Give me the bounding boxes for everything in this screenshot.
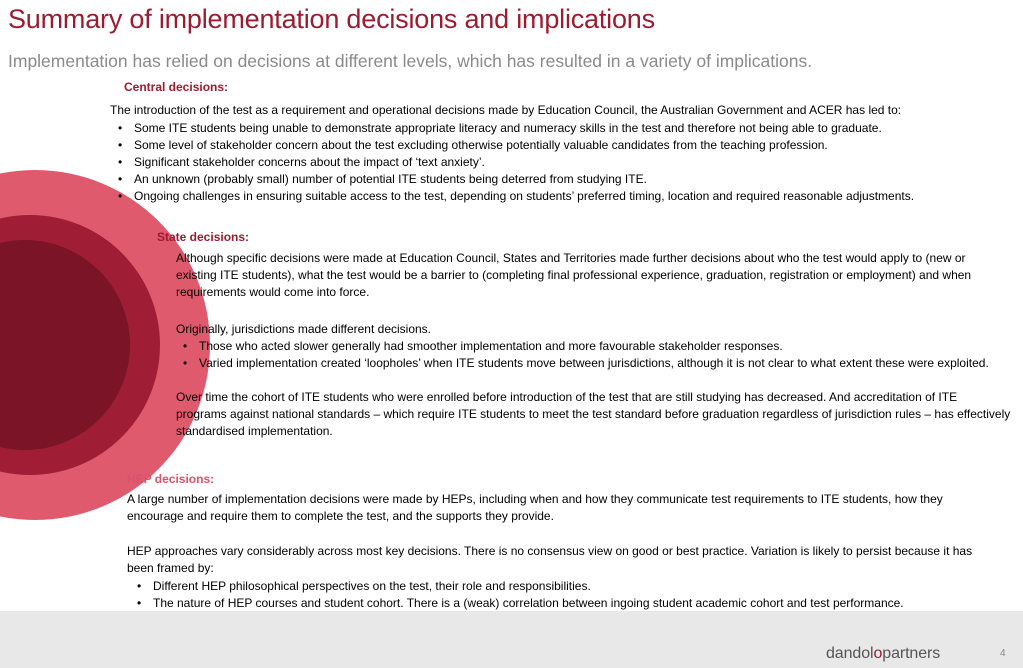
logo-text-c: partners bbox=[882, 645, 941, 662]
hep-paragraph-1: A large number of implementation decisions were made by HEPs, including when and how they communicate test requirements to ITE students, how they encourage and require them to complete the test, and the supports they provide. bbox=[127, 492, 943, 523]
page-subtitle: Implementation has relied on decisions at different levels, which has resulted in a variety of implications. bbox=[8, 51, 813, 71]
list-item: • Significant stakeholder concerns about the impact of ‘text anxiety’. bbox=[112, 154, 914, 171]
central-bullet-list bbox=[112, 120, 914, 205]
state-paragraph-2: Originally, jurisdictions made different decisions. bbox=[176, 322, 432, 336]
state-paragraph-3: Over time the cohort of ITE students who were enrolled before introduction of the test that are still studying has decreased. And accreditation of ITE programs against national standards – which require ITE students to meet the test standard before graduation regardless of jurisdiction rules – has effectively standardised implementation. bbox=[176, 390, 1011, 438]
state-bullet-list bbox=[177, 338, 989, 372]
list-item: • An unknown (probably small) number of potential ITE students being deterred from studying ITE. bbox=[112, 171, 914, 188]
list-item: • Different HEP philosophical perspectives on the test, their role and responsibilities. bbox=[131, 578, 904, 595]
list-item: • Some ITE students being unable to demonstrate appropriate literacy and numeracy skills in the test and therefore not being able to graduate. bbox=[112, 120, 914, 137]
logo-text-o: o bbox=[873, 645, 883, 662]
list-item: • Some level of stakeholder concern about the test excluding otherwise potentially valuable candidates from the teaching profession. bbox=[112, 137, 914, 154]
page-title: Summary of implementation decisions and implications bbox=[8, 4, 655, 34]
page-number: 4 bbox=[1000, 648, 1006, 659]
list-item: • Ongoing challenges in ensuring suitable access to the test, depending on students’ preferred timing, location and required reasonable adjustments. bbox=[112, 188, 914, 205]
hep-bullet-list bbox=[131, 578, 904, 612]
list-item: • Those who acted slower generally had smoother implementation and more favourable stakeholder responses. bbox=[177, 338, 989, 355]
logo-text-a: dandol bbox=[826, 645, 874, 662]
central-intro: The introduction of the test as a requirement and operational decisions made by Education Council, the Australian Government and ACER has led to: bbox=[110, 103, 902, 117]
brand-logo bbox=[826, 645, 940, 663]
state-paragraph-1: Although specific decisions were made at Education Council, States and Territories made further decisions about who the test would apply to (new or existing ITE students), what the test would be a barrier to (completing final professional experience, graduation, registration or employment) and when requirements would come into force. bbox=[176, 251, 972, 299]
central-heading: Central decisions: bbox=[124, 80, 229, 94]
list-item: • The nature of HEP courses and student cohort. There is a (weak) correlation between ingoing student academic cohort and test performance. bbox=[131, 595, 904, 612]
hep-paragraph-2: HEP approaches vary considerably across most key decisions. There is no consensus view on good or best practice. Variation is likely to persist because it has been framed by: bbox=[127, 544, 973, 575]
hep-heading: HEP decisions: bbox=[127, 472, 215, 486]
list-item: • Varied implementation created ‘loopholes’ when ITE students move between jurisdictions, although it is not clear to what extent these were exploited. bbox=[177, 355, 989, 372]
state-heading: State decisions: bbox=[157, 230, 250, 244]
